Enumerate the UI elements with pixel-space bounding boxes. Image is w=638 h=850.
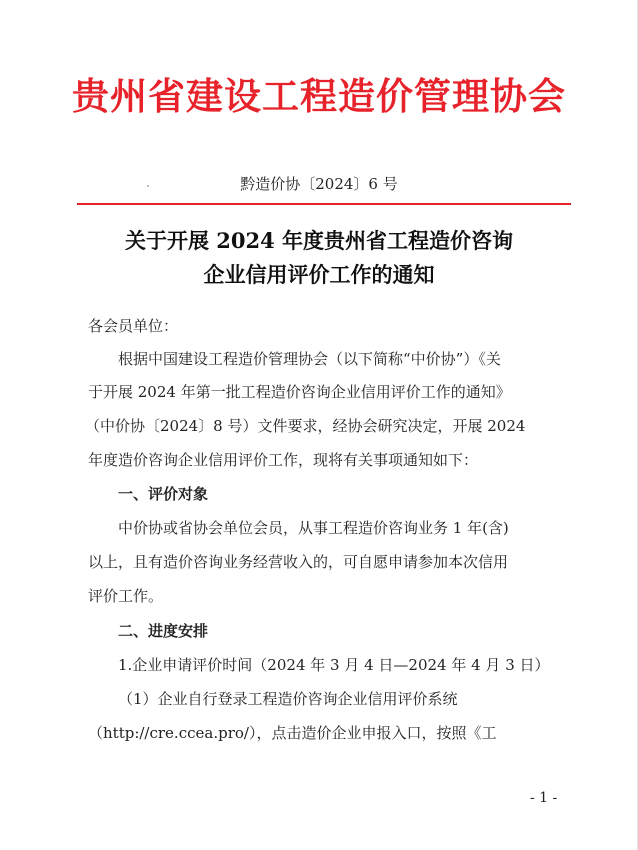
section-1-line-3: 评价工作。 (88, 587, 164, 605)
notice-title-line-2: 企业信用评价工作的通知 (203, 262, 435, 287)
section-2-line-3: （http://cre.ccea.pro/），点击造价企业申报入口，按照《工 (88, 724, 497, 742)
intro-line-2: 于开展 2024 年第一批工程造价咨询企业信用评价工作的通知》 (88, 383, 511, 401)
page-number: - 1 - (530, 790, 558, 806)
intro-line-1: 根据中国建设工程造价管理协会（以下简称“中价协”）《关 (118, 350, 501, 368)
section-1-line-1: 中价协或省协会单位会员，从事工程造价咨询业务 1 年(含) (118, 519, 509, 537)
section-1-heading: 一、评价对象 (118, 485, 209, 503)
organization-header: 贵州省建设工程造价管理协会 (72, 74, 566, 118)
section-1-line-2: 以上，且有造价咨询业务经营收入的，可自愿申请参加本次信用 (88, 553, 509, 571)
notice-title-line-1: 关于开展 2024 年度贵州省工程造价咨询 (124, 228, 514, 253)
salutation: 各会员单位： (88, 317, 179, 335)
intro-line-4: 年度造价咨询企业信用评价工作，现将有关事项通知如下： (88, 451, 479, 469)
red-separator-line (77, 203, 571, 205)
intro-line-3: （中价协〔2024〕8 号）文件要求，经协会研究决定，开展 2024 (85, 417, 526, 435)
section-2-line-1: 1.企业申请评价时间（2024 年 3 月 4 日—2024 年 4 月 3 日） (118, 656, 550, 674)
section-2-heading: 二、进度安排 (118, 622, 209, 640)
document-number: 黔造价协〔2024〕6 号 (240, 175, 398, 193)
section-2-line-2: （1）企业自行登录工程造价咨询企业信用评价系统 (118, 690, 458, 708)
